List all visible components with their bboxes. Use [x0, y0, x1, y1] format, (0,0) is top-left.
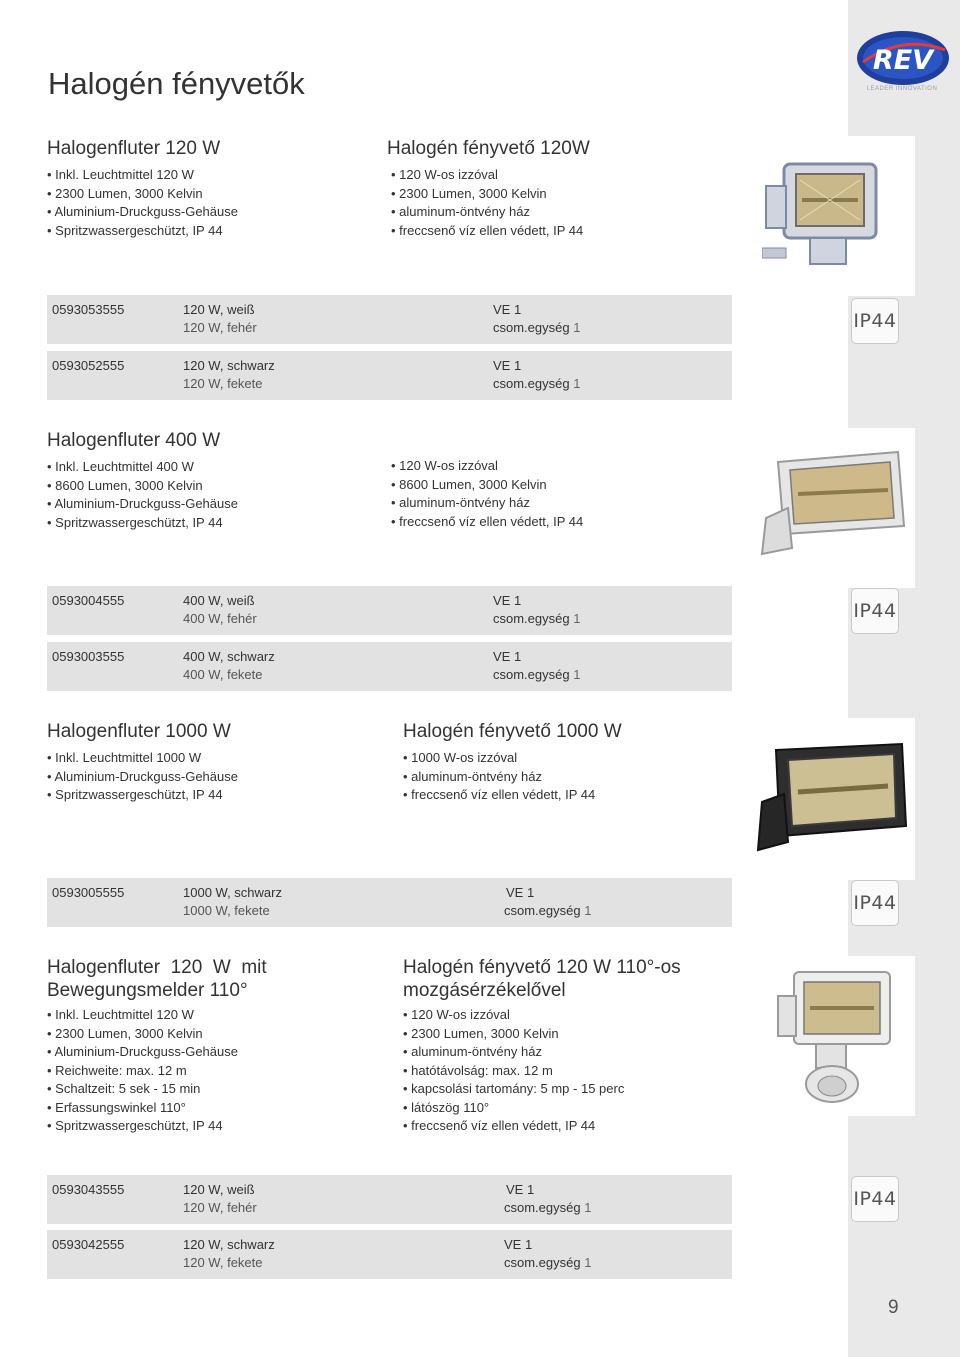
unit-number: 1 — [573, 667, 581, 682]
floodlight-motion-sensor-image — [776, 966, 902, 1108]
product-row — [47, 1230, 732, 1279]
bullet: • Aluminium-Druckguss-Gehäuse — [47, 768, 238, 787]
bullet: • Aluminium-Druckguss-Gehäuse — [47, 495, 238, 514]
logo-text: REV — [872, 45, 934, 76]
section1-de-title: Halogenfluter 120 W — [47, 138, 221, 159]
section4-hu-bullets — [403, 1006, 624, 1136]
packing-unit-hu — [504, 1200, 591, 1215]
floodlight-120w-white-image — [762, 150, 902, 285]
unit-label: csom.egység — [493, 320, 570, 335]
unit-label: csom.egység — [493, 611, 570, 626]
article-number: 0593005555 — [52, 885, 125, 900]
unit-number: 1 — [584, 1255, 592, 1270]
packing-unit-hu — [504, 903, 591, 918]
bullet: • Inkl. Leuchtmittel 120 W — [47, 1006, 238, 1025]
description-hu: 1000 W, fekete — [183, 903, 270, 918]
bullet: • Inkl. Leuchtmittel 120 W — [47, 166, 238, 185]
bullet: • aluminum-öntvény ház — [403, 1043, 624, 1062]
product-row — [47, 878, 732, 927]
bullet: • Spritzwassergeschützt, IP 44 — [47, 786, 238, 805]
article-number: 0593043555 — [52, 1182, 125, 1197]
bullet: • Inkl. Leuchtmittel 1000 W — [47, 749, 238, 768]
unit-number: 1 — [584, 903, 592, 918]
unit-number: 1 — [573, 611, 581, 626]
description-de: 120 W, schwarz — [183, 358, 275, 373]
description-de: 120 W, schwarz — [183, 1237, 275, 1252]
section3-de-bullets — [47, 749, 238, 805]
article-number: 0593003555 — [52, 649, 125, 664]
article-number: 0593042555 — [52, 1237, 125, 1252]
section4-de-title-line2: Bewegungsmelder 110° — [47, 980, 248, 1001]
floodlight-1000w-black-image — [756, 742, 908, 858]
bullet: • Spritzwassergeschützt, IP 44 — [47, 1117, 238, 1136]
ip44-badge: IP44 — [851, 880, 899, 926]
product-row — [47, 351, 732, 400]
bullet: • 120 W-os izzóval — [391, 457, 583, 476]
bullet: • kapcsolási tartomány: 5 mp - 15 perc — [403, 1080, 624, 1099]
section4-hu-title-line2: mozgásérzékelővel — [403, 980, 566, 1001]
description-hu: 120 W, fekete — [183, 1255, 263, 1270]
ip44-badge: IP44 — [851, 298, 899, 344]
product-row — [47, 1175, 732, 1224]
description-hu: 400 W, fekete — [183, 667, 263, 682]
ip44-badge: IP44 — [851, 588, 899, 634]
section3-hu-bullets — [403, 749, 595, 805]
description-de: 120 W, weiß — [183, 302, 255, 317]
bullet: • freccsenő víz ellen védett, IP 44 — [391, 513, 583, 532]
bullet: • 2300 Lumen, 3000 Kelvin — [47, 1025, 238, 1044]
unit-label: csom.egység — [504, 1200, 581, 1215]
section4-hu-title — [403, 956, 681, 1002]
rev-logo — [855, 28, 951, 88]
bullet: • Spritzwassergeschützt, IP 44 — [47, 514, 238, 533]
product-row — [47, 295, 732, 344]
bullet: • Aluminium-Druckguss-Gehäuse — [47, 203, 238, 222]
unit-number: 1 — [573, 376, 581, 391]
section3-hu-title: Halogén fényvető 1000 W — [403, 721, 622, 742]
bullet: • freccsenő víz ellen védett, IP 44 — [391, 222, 583, 241]
bullet: • freccsenő víz ellen védett, IP 44 — [403, 786, 595, 805]
packing-unit-hu — [493, 667, 580, 682]
bullet: • látószög 110° — [403, 1099, 624, 1118]
bullet: • hatótávolság: max. 12 m — [403, 1062, 624, 1081]
description-de: 120 W, weiß — [183, 1182, 255, 1197]
description-de: 1000 W, schwarz — [183, 885, 282, 900]
bullet: • Reichweite: max. 12 m — [47, 1062, 238, 1081]
unit-label: csom.egység — [504, 903, 581, 918]
section2-de-title: Halogenfluter 400 W — [47, 430, 221, 451]
packing-unit-hu — [504, 1255, 591, 1270]
page-number: 9 — [888, 1297, 899, 1318]
section1-hu-bullets — [391, 166, 583, 240]
bullet: • freccsenő víz ellen védett, IP 44 — [403, 1117, 624, 1136]
packing-unit-hu — [493, 376, 580, 391]
bullet: • Spritzwassergeschützt, IP 44 — [47, 222, 238, 241]
bullet: • aluminum-öntvény ház — [391, 203, 583, 222]
bullet: • 8600 Lumen, 3000 Kelvin — [391, 476, 583, 495]
bullet: • 120 W-os izzóval — [391, 166, 583, 185]
section1-hu-title: Halogén fényvető 120W — [387, 138, 590, 159]
logo-tagline: LEADER INNOVATION — [866, 86, 938, 92]
bullet: • 1000 W-os izzóval — [403, 749, 595, 768]
unit-number: 1 — [573, 320, 581, 335]
section2-de-bullets — [47, 458, 238, 532]
packing-unit-de: VE 1 — [493, 358, 522, 373]
section4-de-title — [47, 956, 267, 1002]
unit-label: csom.egység — [493, 376, 570, 391]
article-number: 0593053555 — [52, 302, 125, 317]
packing-unit-de: VE 1 — [493, 649, 522, 664]
bullet: • aluminum-öntvény ház — [403, 768, 595, 787]
page-title: Halogén fényvetők — [48, 66, 305, 101]
packing-unit-de: VE 1 — [504, 1237, 533, 1252]
bullet: • 2300 Lumen, 3000 Kelvin — [391, 185, 583, 204]
ip44-badge: IP44 — [851, 1176, 899, 1222]
bullet: • Inkl. Leuchtmittel 400 W — [47, 458, 238, 477]
bullet: • 2300 Lumen, 3000 Kelvin — [47, 185, 238, 204]
description-hu: 120 W, fehér — [183, 1200, 257, 1215]
floodlight-400w-white-image — [758, 448, 908, 560]
packing-unit-de: VE 1 — [506, 885, 535, 900]
section1-de-bullets — [47, 166, 238, 240]
unit-label: csom.egység — [493, 667, 570, 682]
description-hu: 120 W, fehér — [183, 320, 257, 335]
bullet: • aluminum-öntvény ház — [391, 494, 583, 513]
section4-de-title-line1: Halogenfluter 120 W mit — [47, 957, 267, 978]
unit-label: csom.egység — [504, 1255, 581, 1270]
bullet: • 2300 Lumen, 3000 Kelvin — [403, 1025, 624, 1044]
section2-hu-bullets — [391, 457, 583, 531]
packing-unit-hu — [493, 320, 580, 335]
bullet: • Schaltzeit: 5 sek - 15 min — [47, 1080, 238, 1099]
description-hu: 120 W, fekete — [183, 376, 263, 391]
bullet: • Aluminium-Druckguss-Gehäuse — [47, 1043, 238, 1062]
bullet: • 120 W-os izzóval — [403, 1006, 624, 1025]
packing-unit-de: VE 1 — [493, 302, 522, 317]
article-number: 0593004555 — [52, 593, 125, 608]
packing-unit-de: VE 1 — [493, 593, 522, 608]
bullet: • Erfassungswinkel 110° — [47, 1099, 238, 1118]
product-row — [47, 642, 732, 691]
packing-unit-de: VE 1 — [506, 1182, 535, 1197]
article-number: 0593052555 — [52, 358, 125, 373]
section4-de-bullets — [47, 1006, 238, 1136]
section3-de-title: Halogenfluter 1000 W — [47, 721, 231, 742]
product-row — [47, 586, 732, 635]
description-de: 400 W, weiß — [183, 593, 255, 608]
description-hu: 400 W, fehér — [183, 611, 257, 626]
unit-number: 1 — [584, 1200, 592, 1215]
packing-unit-hu — [493, 611, 580, 626]
description-de: 400 W, schwarz — [183, 649, 275, 664]
section4-hu-title-line1: Halogén fényvető 120 W 110°-os — [403, 957, 681, 978]
bullet: • 8600 Lumen, 3000 Kelvin — [47, 477, 238, 496]
